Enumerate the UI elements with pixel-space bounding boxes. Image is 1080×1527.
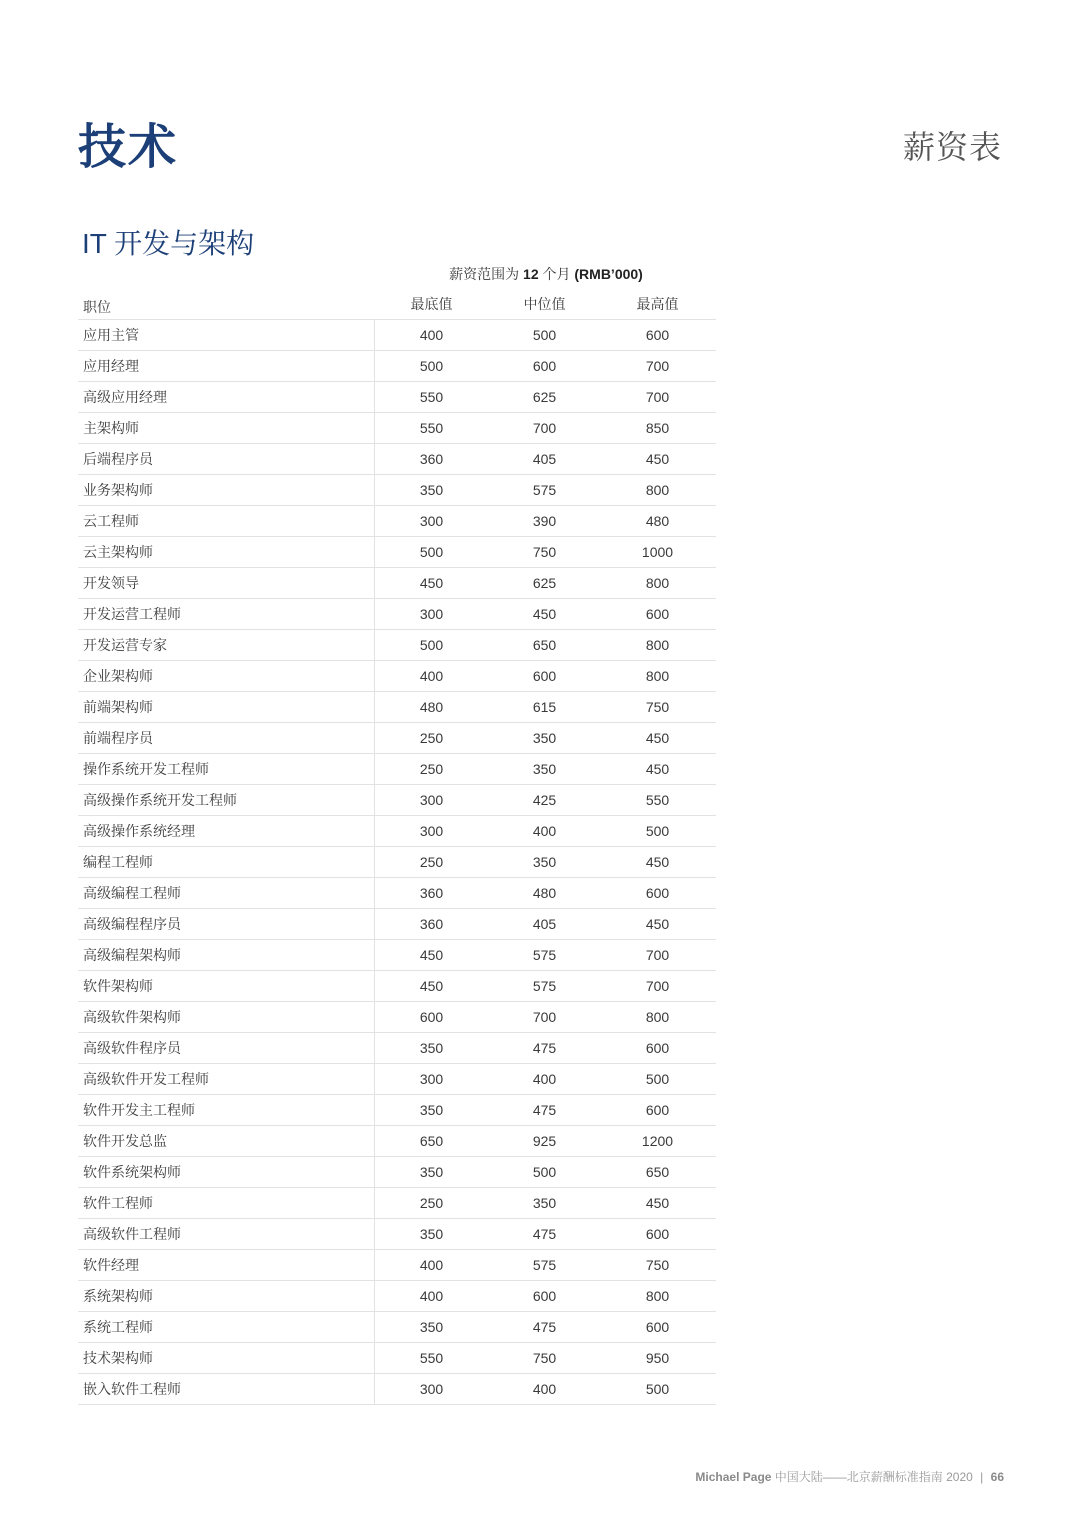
range-note-unit: (RMB’000) (574, 266, 643, 282)
cell-job-title: 软件经理 (78, 1250, 375, 1280)
cell-min-salary: 450 (419, 947, 444, 963)
cell-max-salary: 600 (645, 885, 670, 901)
cell-max-salary: 750 (645, 1257, 670, 1273)
cell-min-salary: 300 (419, 1381, 444, 1397)
cell-mid-salary: 600 (532, 358, 557, 374)
cell-max-salary: 450 (645, 730, 670, 746)
cell-mid-salary: 400 (532, 1381, 557, 1397)
cell-mid-salary: 615 (532, 699, 557, 715)
cell-min-salary: 350 (419, 482, 444, 498)
cell-max-salary: 800 (645, 1288, 670, 1304)
table-row (78, 537, 716, 568)
cell-job-title: 高级编程程序员 (78, 909, 375, 939)
cell-job-title: 高级编程工程师 (78, 878, 375, 908)
cell-min-salary: 350 (419, 1102, 444, 1118)
cell-mid-salary: 625 (532, 389, 557, 405)
cell-min-salary: 500 (419, 544, 444, 560)
cell-min-salary: 600 (419, 1009, 444, 1025)
cell-min-salary: 650 (419, 1133, 444, 1149)
page-number: 66 (990, 1470, 1004, 1484)
cell-mid-salary: 425 (532, 792, 557, 808)
cell-max-salary: 450 (645, 1195, 670, 1211)
cell-max-salary: 450 (645, 916, 670, 932)
cell-job-title: 高级软件架构师 (78, 1002, 375, 1032)
cell-min-salary: 300 (419, 513, 444, 529)
cell-mid-salary: 575 (532, 978, 557, 994)
column-header-min: 最底值 (410, 296, 453, 312)
cell-mid-salary: 500 (532, 327, 557, 343)
table-header-row (78, 290, 716, 320)
cell-min-salary: 360 (419, 885, 444, 901)
table-row (78, 723, 716, 754)
cell-max-salary: 450 (645, 761, 670, 777)
table-row (78, 444, 716, 475)
cell-min-salary: 300 (419, 606, 444, 622)
table-row (78, 351, 716, 382)
cell-min-salary: 400 (419, 668, 444, 684)
cell-job-title: 云工程师 (78, 506, 375, 536)
cell-min-salary: 250 (419, 1195, 444, 1211)
cell-mid-salary: 350 (532, 1195, 557, 1211)
table-row (78, 940, 716, 971)
page-category-label: 薪资表 (902, 129, 1002, 165)
cell-mid-salary: 475 (532, 1319, 557, 1335)
cell-job-title: 高级应用经理 (78, 382, 375, 412)
cell-job-title: 高级编程架构师 (78, 940, 375, 970)
table-row (78, 1002, 716, 1033)
cell-job-title: 高级操作系统经理 (78, 816, 375, 846)
cell-max-salary: 600 (645, 1040, 670, 1056)
range-note-prefix: 薪资范围为 (449, 266, 520, 282)
cell-mid-salary: 475 (532, 1040, 557, 1056)
cell-max-salary: 600 (645, 1102, 670, 1118)
cell-mid-salary: 350 (532, 730, 557, 746)
cell-job-title: 软件工程师 (78, 1188, 375, 1218)
cell-job-title: 云主架构师 (78, 537, 375, 567)
cell-job-title: 软件系统架构师 (78, 1157, 375, 1187)
table-row (78, 1095, 716, 1126)
cell-max-salary: 800 (645, 482, 670, 498)
cell-job-title: 高级软件程序员 (78, 1033, 375, 1063)
page-footer (695, 1468, 1004, 1485)
cell-max-salary: 550 (645, 792, 670, 808)
cell-min-salary: 550 (419, 389, 444, 405)
table-row (78, 1250, 716, 1281)
cell-job-title: 业务架构师 (78, 475, 375, 505)
table-body (78, 320, 716, 1405)
cell-max-salary: 700 (645, 358, 670, 374)
cell-min-salary: 550 (419, 1350, 444, 1366)
cell-min-salary: 300 (419, 823, 444, 839)
table-row (78, 661, 716, 692)
table-row (78, 1281, 716, 1312)
cell-min-salary: 250 (419, 761, 444, 777)
cell-min-salary: 400 (419, 1288, 444, 1304)
cell-min-salary: 500 (419, 358, 444, 374)
cell-min-salary: 500 (419, 637, 444, 653)
table-row (78, 785, 716, 816)
cell-max-salary: 750 (645, 699, 670, 715)
cell-max-salary: 600 (645, 327, 670, 343)
cell-mid-salary: 350 (532, 854, 557, 870)
table-row (78, 506, 716, 537)
cell-job-title: 后端程序员 (78, 444, 375, 474)
cell-job-title: 开发领导 (78, 568, 375, 598)
cell-job-title: 企业架构师 (78, 661, 375, 691)
table-row (78, 1126, 716, 1157)
cell-job-title: 系统工程师 (78, 1312, 375, 1342)
cell-min-salary: 350 (419, 1040, 444, 1056)
cell-max-salary: 600 (645, 1226, 670, 1242)
cell-mid-salary: 450 (532, 606, 557, 622)
salary-range-note (376, 264, 716, 284)
table-row (78, 878, 716, 909)
cell-job-title: 软件开发总监 (78, 1126, 375, 1156)
cell-mid-salary: 480 (532, 885, 557, 901)
table-row (78, 847, 716, 878)
cell-job-title: 技术架构师 (78, 1343, 375, 1373)
cell-mid-salary: 700 (532, 420, 557, 436)
table-row (78, 630, 716, 661)
cell-job-title: 软件架构师 (78, 971, 375, 1001)
cell-job-title: 嵌入软件工程师 (78, 1374, 375, 1404)
table-row (78, 413, 716, 444)
cell-job-title: 开发运营专家 (78, 630, 375, 660)
cell-max-salary: 850 (645, 420, 670, 436)
table-row (78, 475, 716, 506)
table-row (78, 971, 716, 1002)
cell-min-salary: 300 (419, 792, 444, 808)
cell-min-salary: 350 (419, 1164, 444, 1180)
cell-min-salary: 480 (419, 699, 444, 715)
cell-job-title: 系统架构师 (78, 1281, 375, 1311)
table-row (78, 1219, 716, 1250)
table-row (78, 816, 716, 847)
table-row (78, 909, 716, 940)
cell-mid-salary: 390 (532, 513, 557, 529)
salary-table (78, 290, 716, 1405)
cell-max-salary: 500 (645, 823, 670, 839)
cell-job-title: 高级软件开发工程师 (78, 1064, 375, 1094)
cell-mid-salary: 500 (532, 1164, 557, 1180)
table-row (78, 320, 716, 351)
cell-max-salary: 950 (645, 1350, 670, 1366)
cell-max-salary: 480 (645, 513, 670, 529)
cell-mid-salary: 625 (532, 575, 557, 591)
column-header-mid: 中位值 (523, 296, 566, 312)
cell-max-salary: 600 (645, 606, 670, 622)
cell-mid-salary: 575 (532, 482, 557, 498)
range-note-suffix: 个月 (542, 266, 571, 282)
footer-separator: | (980, 1470, 984, 1484)
cell-mid-salary: 600 (532, 668, 557, 684)
column-header-title: 职位 (83, 299, 111, 315)
cell-max-salary: 450 (645, 451, 670, 467)
cell-max-salary: 1200 (641, 1133, 674, 1149)
footer-brand: Michael Page (695, 1470, 772, 1484)
cell-mid-salary: 925 (532, 1133, 557, 1149)
section-title: IT 开发与架构 (82, 228, 255, 259)
table-row (78, 568, 716, 599)
cell-max-salary: 800 (645, 637, 670, 653)
table-row (78, 1374, 716, 1405)
cell-mid-salary: 475 (532, 1226, 557, 1242)
table-row (78, 1343, 716, 1374)
cell-min-salary: 400 (419, 327, 444, 343)
cell-job-title: 软件开发主工程师 (78, 1095, 375, 1125)
cell-max-salary: 650 (645, 1164, 670, 1180)
cell-max-salary: 700 (645, 947, 670, 963)
cell-max-salary: 600 (645, 1319, 670, 1335)
cell-max-salary: 800 (645, 575, 670, 591)
cell-min-salary: 550 (419, 420, 444, 436)
cell-min-salary: 360 (419, 916, 444, 932)
cell-mid-salary: 405 (532, 916, 557, 932)
cell-min-salary: 360 (419, 451, 444, 467)
cell-mid-salary: 700 (532, 1009, 557, 1025)
cell-mid-salary: 650 (532, 637, 557, 653)
cell-job-title: 主架构师 (78, 413, 375, 443)
column-header-max: 最高值 (636, 296, 679, 312)
table-row (78, 1064, 716, 1095)
cell-job-title: 编程工程师 (78, 847, 375, 877)
cell-max-salary: 500 (645, 1071, 670, 1087)
range-note-months: 12 (523, 266, 539, 282)
cell-mid-salary: 575 (532, 1257, 557, 1273)
cell-max-salary: 1000 (641, 544, 674, 560)
cell-mid-salary: 405 (532, 451, 557, 467)
table-row (78, 1157, 716, 1188)
footer-text: 中国大陆——北京薪酬标准指南 2020 (774, 1470, 973, 1484)
cell-job-title: 操作系统开发工程师 (78, 754, 375, 784)
cell-job-title: 前端程序员 (78, 723, 375, 753)
cell-mid-salary: 750 (532, 1350, 557, 1366)
cell-min-salary: 350 (419, 1319, 444, 1335)
cell-job-title: 前端架构师 (78, 692, 375, 722)
cell-min-salary: 450 (419, 575, 444, 591)
cell-max-salary: 800 (645, 1009, 670, 1025)
cell-mid-salary: 350 (532, 761, 557, 777)
cell-min-salary: 250 (419, 854, 444, 870)
table-row (78, 754, 716, 785)
cell-max-salary: 700 (645, 389, 670, 405)
cell-mid-salary: 600 (532, 1288, 557, 1304)
cell-job-title: 应用主管 (78, 320, 375, 350)
cell-max-salary: 700 (645, 978, 670, 994)
cell-mid-salary: 400 (532, 823, 557, 839)
cell-max-salary: 450 (645, 854, 670, 870)
cell-min-salary: 250 (419, 730, 444, 746)
cell-mid-salary: 575 (532, 947, 557, 963)
cell-min-salary: 400 (419, 1257, 444, 1273)
cell-max-salary: 800 (645, 668, 670, 684)
cell-max-salary: 500 (645, 1381, 670, 1397)
table-row (78, 599, 716, 630)
table-row (78, 382, 716, 413)
cell-job-title: 高级操作系统开发工程师 (78, 785, 375, 815)
cell-mid-salary: 400 (532, 1071, 557, 1087)
cell-job-title: 开发运营工程师 (78, 599, 375, 629)
cell-mid-salary: 750 (532, 544, 557, 560)
table-row (78, 1312, 716, 1343)
cell-min-salary: 300 (419, 1071, 444, 1087)
table-row (78, 692, 716, 723)
cell-min-salary: 450 (419, 978, 444, 994)
cell-job-title: 应用经理 (78, 351, 375, 381)
cell-job-title: 高级软件工程师 (78, 1219, 375, 1249)
table-row (78, 1033, 716, 1064)
table-row (78, 1188, 716, 1219)
cell-mid-salary: 475 (532, 1102, 557, 1118)
page-title: 技术 (78, 121, 179, 174)
cell-min-salary: 350 (419, 1226, 444, 1242)
